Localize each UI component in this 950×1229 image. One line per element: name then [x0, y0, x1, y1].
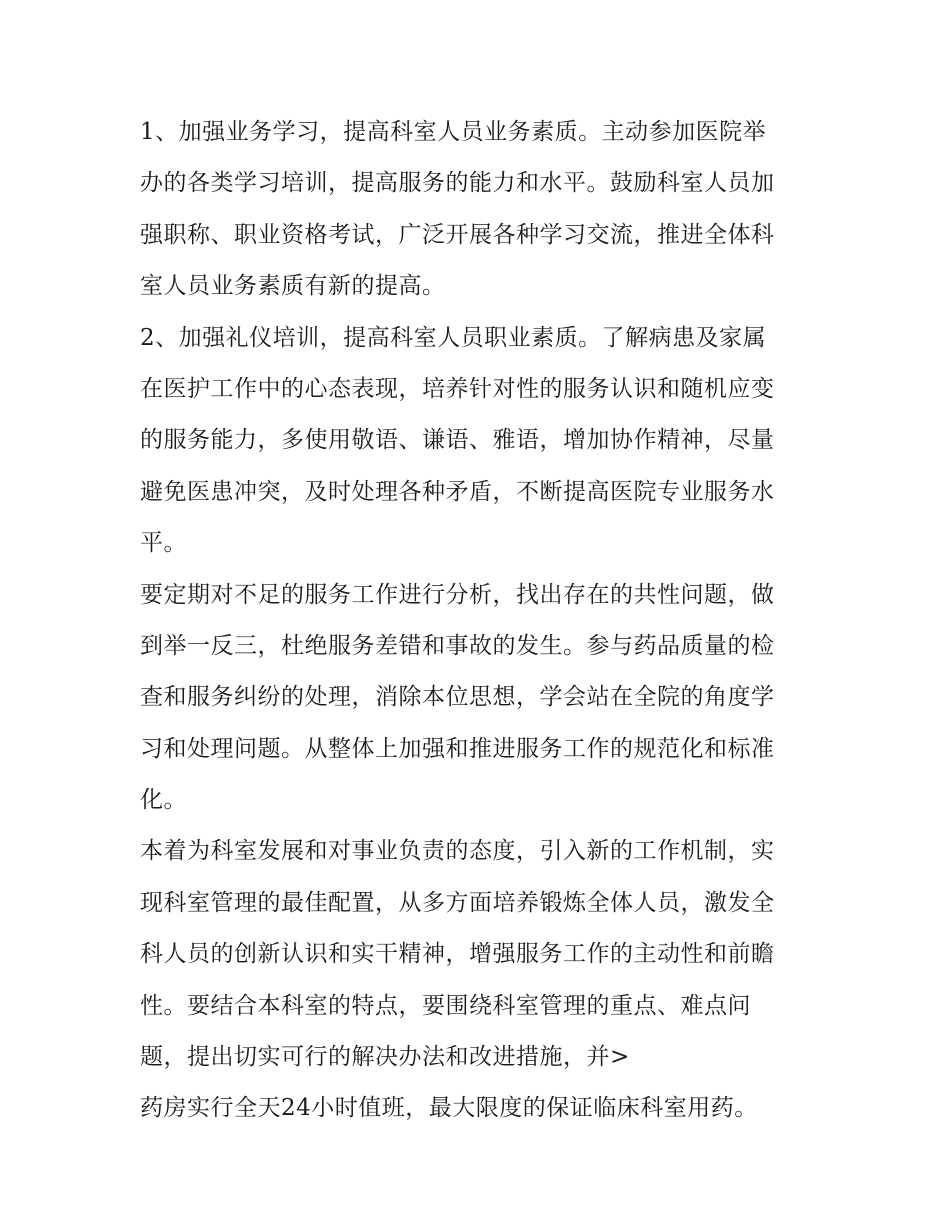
- text-line: 2、加强礼仪培训，提高科室人员职业素质。了解病患及家属: [140, 324, 767, 351]
- text-line: 性。要结合本科室的特点，要围绕科室管理的重点、难点问: [140, 992, 751, 1019]
- text-line: 在医护工作中的心态表现，培养针对性的服务认识和随机应变: [140, 375, 775, 402]
- text-line: 要定期对不足的服务工作进行分析，找出存在的共性问题，做: [140, 581, 775, 608]
- text-line: 题，提出切实可行的解决办法和改进措施，并>: [140, 1044, 630, 1071]
- text-line: 室人员业务素质有新的提高。: [140, 273, 446, 300]
- text-line: 本着为科室发展和对事业负责的态度，引入新的工作机制，实: [140, 838, 775, 865]
- text-line: 药房实行全天24小时值班，最大限度的保证临床科室用药。: [140, 1095, 758, 1122]
- text-line: 避免医患冲突，及时处理各种矛盾，不断提高医院专业服务水: [140, 478, 775, 505]
- text-line: 化。: [140, 787, 187, 814]
- text-line: 科人员的创新认识和实干精神，增强服务工作的主动性和前瞻: [140, 941, 775, 968]
- text-line: 平。: [140, 530, 187, 557]
- text-line: 到举一反三，杜绝服务差错和事故的发生。参与药品质量的检: [140, 632, 775, 659]
- text-line: 现科室管理的最佳配置，从多方面培养锻炼全体人员，激发全: [140, 889, 775, 916]
- document-body: [140, 107, 830, 1135]
- text-line: 习和处理问题。从整体上加强和推进服务工作的规范化和标准: [140, 735, 775, 762]
- text-line: 1、加强业务学习，提高科室人员业务素质。主动参加医院举: [140, 119, 767, 145]
- text-line: 办的各类学习培训，提高服务的能力和水平。鼓励科室人员加: [140, 170, 775, 197]
- text-line: 查和服务纠纷的处理，消除本位思想，学会站在全院的角度学: [140, 684, 775, 711]
- text-line: 强职称、职业资格考试，广泛开展各种学习交流，推进全体科: [140, 221, 775, 248]
- text-line: 的服务能力，多使用敬语、谦语、雅语，增加协作精神，尽量: [140, 427, 775, 454]
